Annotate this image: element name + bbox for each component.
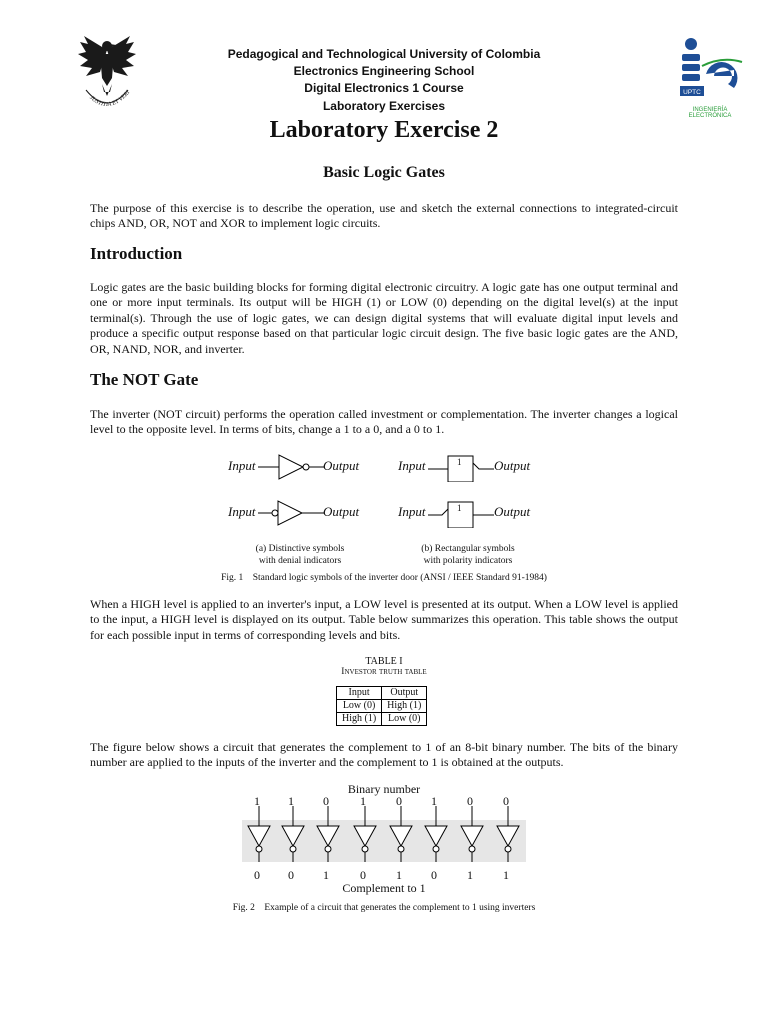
table-row: [337, 713, 427, 726]
fig1-a1-input-label: Input: [228, 458, 256, 473]
table-cell: Low (0): [382, 713, 427, 726]
figure-1: [0, 450, 768, 590]
rect-symbol-text: 1: [457, 503, 462, 513]
introduction-paragraph: Logic gates are the basic building blocks for forming digital electronic circuitry. A logic gate has one output terminal and one or more input terminals. Its output will be HIGH (1) or LOW (0) depending on the digital level(s) at the input terminal(s). Through the use of logic gates, we can design digital systems that will evaluate digital input levels and produce a specific output response based on that particular logic circuit design. The five basic logic gates are the AND, OR, NAND, NOR, and inverter.: [90, 280, 678, 356]
not-gate-paragraph-1: The inverter (NOT circuit) performs the operation called investment or complementation. The inverter changes a logical level to the opposite level. In terms of bits, change a 1 to a 0, and a 0 to 1.: [90, 407, 678, 437]
fig1-caption-b-line2: with polarity indicators: [423, 556, 513, 566]
header-university: Pedagogical and Technological University of Colombia: [227, 47, 541, 61]
logo-caption: INGENIERÍA ELECTRÓNICA: [688, 107, 732, 119]
header-school: Electronics Engineering School: [293, 64, 475, 78]
output-bit: 0: [254, 868, 260, 882]
fig1-a1-output-label: Output: [323, 458, 360, 473]
table-cell: Low (0): [337, 700, 382, 713]
table-cell: High (1): [382, 700, 427, 713]
fig2-caption: Fig. 2 Example of a circuit that generates the complement to 1 using inverters: [232, 903, 536, 913]
fig1-caption-a-line1: (a) Distinctive symbols: [255, 544, 345, 554]
fig1-caption-a: [230, 543, 370, 567]
table-header-cell: Input: [337, 687, 382, 700]
rect-symbol-text: 1: [457, 457, 462, 467]
inverter-gate: [496, 802, 520, 862]
inverter-gate: [353, 802, 377, 862]
purpose-paragraph: The purpose of this exercise is to describe the operation, use and sketch the external connections to integrated-circuit chips AND, OR, NOT and XOR to implement logic circuits.: [90, 201, 678, 231]
inverter-symbol-input-bubble: [258, 498, 324, 528]
figure-2: [0, 780, 768, 920]
inverter-gate: [424, 802, 448, 862]
fig1-b1-output-label: Output: [494, 458, 531, 473]
page-title: Laboratory Exercise 2: [269, 117, 499, 143]
input-bit: 0: [396, 794, 402, 808]
table-title: Investor truth table: [341, 667, 427, 677]
not-gate-paragraph-2: When a HIGH level is applied to an inverter's input, a LOW level is presented at its output. When a LOW level is applied to the input, a HIGH level is displayed on its output. Table below summarizes this operation. This table shows the output for each possible input in terms of corresponding levels and bits.: [90, 597, 678, 642]
inverter-symbol-output-bubble: [258, 452, 324, 482]
fig1-caption-b: [398, 543, 538, 567]
logo-badge-text: UPTC: [683, 89, 701, 96]
output-bit: 0: [360, 868, 366, 882]
table-header-cell: Output: [382, 687, 427, 700]
fig1-a2-input-label: Input: [228, 504, 256, 519]
fig2-bottom-label: Complement to 1: [342, 881, 426, 895]
output-bit: 1: [396, 868, 402, 882]
header-exercises: Laboratory Exercises: [322, 99, 446, 113]
fig1-b2-output-label: Output: [494, 504, 531, 519]
inverter-rect-symbol-output-polarity: [428, 452, 494, 482]
input-bit: 0: [467, 794, 473, 808]
table-row: [337, 700, 427, 713]
inverter-gate: [316, 802, 340, 862]
inverter-array: [242, 820, 526, 862]
inverter-rect-symbol-input-polarity: [428, 498, 494, 528]
inverter-gate: [281, 802, 305, 862]
fig1-b2-input-label: Input: [398, 504, 426, 519]
input-bit: 1: [431, 794, 437, 808]
crest-motto: JUSTITIA ET VERI: [88, 89, 132, 109]
inverter-gate: [247, 802, 271, 862]
introduction-heading: Introduction: [90, 244, 183, 263]
output-bit: 1: [323, 868, 329, 882]
inverter-gate: [460, 802, 484, 862]
fig1-caption-b-line1: (b) Rectangular symbols: [421, 544, 515, 554]
input-bit: 0: [323, 794, 329, 808]
table-number: TABLE I: [365, 656, 403, 667]
truth-table: [336, 686, 427, 726]
fig1-caption-a-line2: with denial indicators: [258, 556, 342, 566]
fig1-b1-input-label: Input: [398, 458, 426, 473]
output-bit: 1: [503, 868, 509, 882]
input-bit: 1: [360, 794, 366, 808]
header-course: Digital Electronics 1 Course: [304, 81, 464, 95]
output-bit: 0: [288, 868, 294, 882]
output-bit: 1: [467, 868, 473, 882]
fig2-input-bits: [0, 794, 768, 810]
output-bit: 0: [431, 868, 437, 882]
not-gate-heading: The NOT Gate: [90, 370, 199, 389]
inverter-gate: [389, 802, 413, 862]
input-bit: 1: [288, 794, 294, 808]
fig1-a2-output-label: Output: [323, 504, 360, 519]
input-bit: 0: [503, 794, 509, 808]
input-bit: 1: [254, 794, 260, 808]
table-cell: High (1): [337, 713, 382, 726]
not-gate-paragraph-3: The figure below shows a circuit that generates the complement to 1 of an 8-bit binary number. The bits of the binary number are applied to the inputs of the inverter and the complement to 1 is obtained at the outputs.: [90, 740, 678, 770]
table-header-row: [337, 687, 427, 700]
fig1-caption: Fig. 1 Standard logic symbols of the inverter door (ANSI / IEEE Standard 91-1984): [221, 573, 547, 583]
fig2-top-label: Binary number: [347, 782, 421, 796]
page-subtitle: Basic Logic Gates: [323, 164, 445, 181]
